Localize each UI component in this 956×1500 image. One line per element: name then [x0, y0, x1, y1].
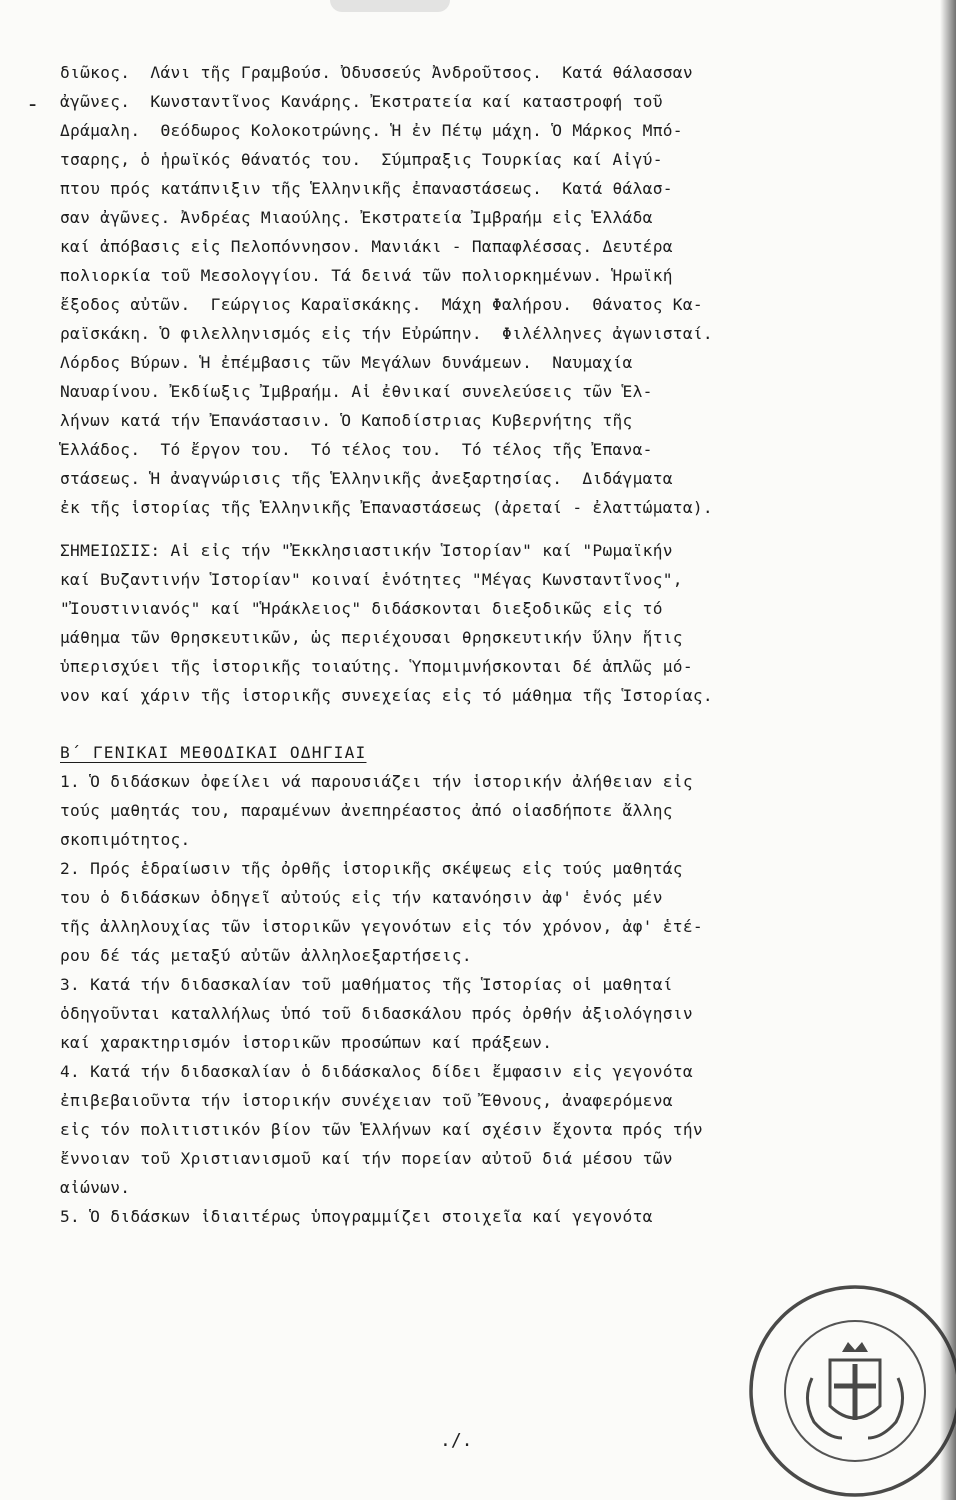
note-line: ὑπερισχύει τῆς ἱστορικῆς τοιαύτης. Ὑπομιμνήσκονται δέ ἁπλῶς μό-	[60, 657, 693, 676]
guideline-line: εἰς τόν πολιτιστικόν βίον τῶν Ἑλλήνων καί σχέσιν ἔχοντα πρός τήν	[60, 1120, 703, 1139]
guidelines-list	[60, 767, 945, 1231]
text-line: τσαρης, ὁ ἡρωϊκός θάνατός του. Σύμπραξις Τουρκίας καί Αἰγύ-	[60, 150, 663, 169]
note-line: νον καί χάριν τῆς ἱστορικῆς συνεχείας εἰς τό μάθημα τῆς Ἱστορίας.	[60, 686, 713, 705]
typewritten-text	[60, 58, 945, 1231]
guideline-line: τούς μαθητάς του, παραμένων ἀνεπηρέαστος ἀπό οἱασδήποτε ἄλλης	[60, 801, 673, 820]
text-line: σαν ἀγῶνες. Ἀνδρέας Μιαούλης. Ἐκστρατεία Ἰμβραήμ εἰς Ἑλλάδα	[60, 208, 653, 227]
text-line: πτου πρός κατάπνιξιν τῆς Ἑλληνικῆς ἐπαναστάσεως. Κατά θάλασ-	[60, 179, 673, 198]
guideline-line: ἔννοιαν τοῦ Χριστιανισμοῦ καί τήν πορείαν αὐτοῦ διά μέσου τῶν	[60, 1149, 673, 1168]
guideline-line: 1. Ὁ διδάσκων ὀφείλει νά παρουσιάζει τήν ἱστορικήν ἀλήθειαν εἰς	[60, 772, 693, 791]
note-paragraph	[60, 536, 945, 710]
guideline-line: 5. Ὁ διδάσκων ἰδιαιτέρως ὑπογραμμίζει στοιχεῖα καί γεγονότα	[60, 1207, 653, 1226]
guideline-line: ὁδηγοῦνται καταλλήλως ὑπό τοῦ διδασκάλου πρός ὀρθήν ἀξιολόγησιν	[60, 1004, 693, 1023]
guideline-line: αἰώνων.	[60, 1178, 131, 1197]
text-line: Ἑλλάδος. Τό ἔργον του. Τό τέλος του. Τό τέλος τῆς Ἐπανα-	[60, 440, 653, 459]
official-seal-stamp	[742, 1278, 956, 1500]
guideline-line: τῆς ἀλληλουχίας τῶν ἱστορικῶν γεγονότων εἰς τόν χρόνον, ἀφ' ἑτέ-	[60, 917, 703, 936]
text-line: ἔξοδος αὐτῶν. Γεώργιος Καραϊσκάκης. Μάχη Φαλήρου. Θάνατος Κα-	[60, 295, 703, 314]
text-line: διῶκος. Λάνι τῆς Γραμβούσ. Ὀδυσσεύς Ἀνδροῦτσος. Κατά θάλασσαν	[60, 63, 693, 82]
note-line: καί Βυζαντινήν Ἱστορίαν" κοιναί ἑνότητες "Μέγας Κωνσταντῖνος",	[60, 570, 683, 589]
text-line: Λόρδος Βύρων. Ἡ ἐπέμβασις τῶν Μεγάλων δυνάμεων. Ναυμαχία	[60, 353, 633, 372]
guideline-line: 2. Πρός ἑδραίωσιν τῆς ὀρθῆς ἱστορικῆς σκέψεως εἰς τούς μαθητάς	[60, 859, 683, 878]
text-line: ραϊσκάκη. Ὁ φιλελληνισμός εἰς τήν Εὐρώπην. Φιλέλληνες ἀγωνισταί.	[60, 324, 713, 343]
spacer	[60, 522, 945, 536]
coat-of-arms-icon	[807, 1342, 902, 1438]
text-line: πολιορκία τοῦ Μεσολογγίου. Τά δεινά τῶν πολιορκημένων. Ἡρωϊκή	[60, 266, 673, 285]
spacer	[60, 724, 945, 738]
section-heading: Β΄ ΓΕΝΙΚΑΙ ΜΕΘΟΔΙΚΑΙ ΟΔΗΓΙΑΙ	[60, 743, 367, 762]
text-line: Δράμαλη. Θεόδωρος Κολοκοτρώνης. Ἡ ἐν Πέτῳ μάχη. Ὁ Μάρκος Μπό-	[60, 121, 683, 140]
margin-dash: -	[26, 92, 40, 117]
guideline-line: του ὁ διδάσκων ὁδηγεῖ αὐτούς εἰς τήν κατανόησιν ἀφ' ἑνός μέν	[60, 888, 663, 907]
note-line: "Ἰουστινιανός" καί "Ἡράκλειος" διδάσκονται διεξοδικῶς εἰς τό	[60, 599, 663, 618]
scan-smudge	[330, 0, 450, 12]
text-line: στάσεως. Ἡ ἀναγνώρισις τῆς Ἑλληνικῆς ἀνεξαρτησίας. Διδάγματα	[60, 469, 673, 488]
continuation-mark: ./.	[440, 1430, 473, 1451]
text-line: ἐκ τῆς ἱστορίας τῆς Ἑλληνικῆς Ἐπαναστάσεως (ἀρεταί - ἐλαττώματα).	[60, 498, 713, 517]
text-line: Ναυαρίνου. Ἐκδίωξις Ἰμβραήμ. Αἱ ἐθνικαί συνελεύσεις τῶν Ἑλ-	[60, 382, 653, 401]
guideline-line: καί χαρακτηρισμόν ἱστορικῶν προσώπων καί πράξεων.	[60, 1033, 553, 1052]
note-line: μάθημα τῶν Θρησκευτικῶν, ὡς περιέχουσαι θρησκευτικήν ὕλην ἥτις	[60, 628, 683, 647]
text-line: καί ἀπόβασις εἰς Πελοπόννησον. Μανιάκι - Παπαφλέσσας. Δευτέρα	[60, 237, 673, 256]
text-line: λήνων κατά τήν Ἐπανάστασιν. Ὁ Καποδίστριας Κυβερνήτης τῆς	[60, 411, 633, 430]
spacer	[60, 710, 945, 724]
text-line: ἀγῶνες. Κωνσταντῖνος Κανάρης. Ἐκστρατεία καί καταστροφή τοῦ	[60, 92, 663, 111]
guideline-line: ἐπιβεβαιοῦντα τήν ἱστορικήν συνέχειαν τοῦ Ἔθνους, ἀναφερόμενα	[60, 1091, 673, 1110]
note-line: ΣΗΜΕΙΩΣΙΣ: Αἱ εἰς τήν "Ἐκκλησιαστικήν Ἱστορίαν" καί "Ρωμαϊκήν	[60, 541, 673, 560]
section-a-continuation	[60, 58, 945, 522]
guideline-line: 3. Κατά τήν διδασκαλίαν τοῦ μαθήματος τῆς Ἱστορίας οἱ μαθηταί	[60, 975, 673, 994]
guideline-line: σκοπιμότητος.	[60, 830, 191, 849]
guideline-line: 4. Κατά τήν διδασκαλίαν ὁ διδάσκαλος δίδει ἔμφασιν εἰς γεγονότα	[60, 1062, 693, 1081]
guideline-line: ρου δέ τάς μεταξύ αὐτῶν ἀλληλοεξαρτήσεις.	[60, 946, 472, 965]
